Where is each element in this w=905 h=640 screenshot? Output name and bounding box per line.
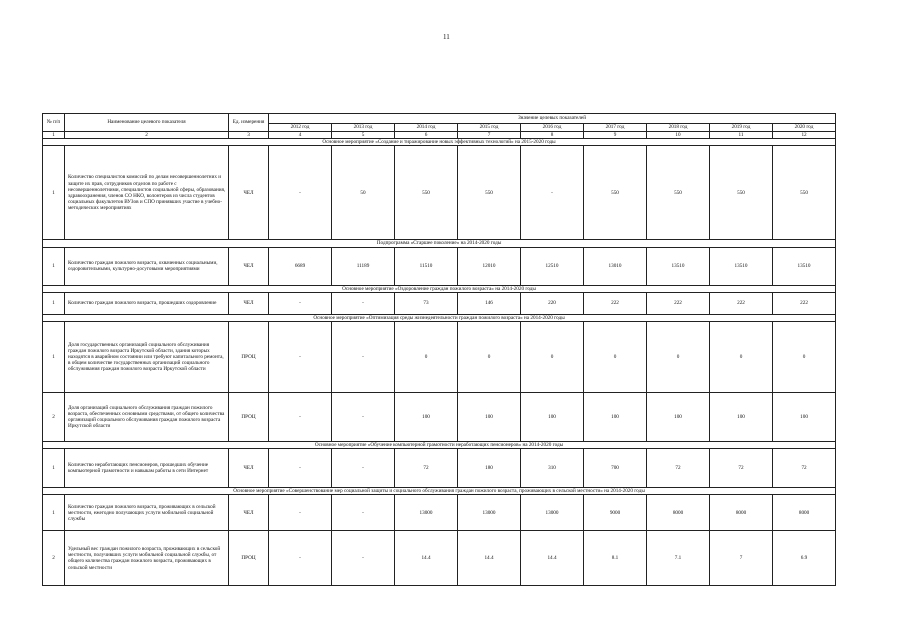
value-cell: 0 <box>521 322 584 393</box>
unit-cell: ЧЕЛ <box>229 449 269 488</box>
column-number: 3 <box>229 132 269 139</box>
column-number: 11 <box>710 132 773 139</box>
value-cell: 0 <box>395 322 458 393</box>
value-cell: - <box>269 146 332 240</box>
section-row <box>43 139 836 146</box>
column-number: 7 <box>458 132 521 139</box>
value-cell: 550 <box>584 146 647 240</box>
value-cell: - <box>332 393 395 442</box>
indicator-row <box>43 531 836 586</box>
value-cell: 146 <box>458 292 521 314</box>
column-number: 10 <box>647 132 710 139</box>
value-cell: 700 <box>584 449 647 488</box>
value-cell: 72 <box>773 449 836 488</box>
column-number: 1 <box>43 132 65 139</box>
value-cell: 550 <box>710 146 773 240</box>
row-number: 2 <box>43 531 65 586</box>
indicator-row <box>43 495 836 531</box>
value-cell: 180 <box>458 449 521 488</box>
section-title: Основное мероприятие «Оптимизация среды жизнедеятельности граждан пожилого возраста» на 2014-2020 годы <box>43 314 836 321</box>
value-cell: 14.4 <box>458 531 521 586</box>
indicator-name: Количество неработающих пенсионеров, прошедших обучение компьютерной грамотности и навыкам работы в сети Интернет <box>65 449 229 488</box>
value-cell: 100 <box>584 393 647 442</box>
value-cell: 72 <box>647 449 710 488</box>
value-cell: 6.9 <box>773 531 836 586</box>
indicator-row <box>43 247 836 285</box>
indicator-row <box>43 322 836 393</box>
value-cell: 50 <box>332 146 395 240</box>
value-cell: 13510 <box>773 247 836 285</box>
section-title: Подпрограмма «Старшее поколение» на 2014-2020 годы <box>43 240 836 247</box>
indicator-name: Удельный вес граждан пожилого возраста, проживающих в сельской местности, получивших услуги мобильной социальной службы, от общего количества граждан пожилого возраста, проживающих в сельской местности <box>65 531 229 586</box>
column-number: 6 <box>395 132 458 139</box>
col-values-header: Значение целевых показателей <box>269 114 836 124</box>
section-row <box>43 488 836 495</box>
value-cell: 72 <box>710 449 773 488</box>
value-cell: 7.1 <box>647 531 710 586</box>
value-cell: 7 <box>710 531 773 586</box>
value-cell: - <box>269 322 332 393</box>
column-number: 12 <box>773 132 836 139</box>
value-cell: 6689 <box>269 247 332 285</box>
value-cell: 13510 <box>710 247 773 285</box>
column-number: 9 <box>584 132 647 139</box>
section-title: Основное мероприятие «Обучение компьютерной грамотности неработающих пенсионеров» на 2014-2020 годы <box>43 442 836 449</box>
unit-cell: ЧЕЛ <box>229 292 269 314</box>
value-cell: 0 <box>773 322 836 393</box>
value-cell: 11189 <box>332 247 395 285</box>
section-row <box>43 442 836 449</box>
value-cell: - <box>332 292 395 314</box>
value-cell: 13000 <box>395 495 458 531</box>
value-cell: 100 <box>458 393 521 442</box>
col-unit-header: Ед. измерения <box>229 114 269 132</box>
indicator-name: Количество специалистов комиссий по делам несовершеннолетних и защите их прав, сотрудников отделов по работе с несовершеннолетними, специалистов социальной сферы, образования, здравоохранения, членов СО НКО, волонтеров из числа студентов социальных факультетов ВУЗов и СПО принявших участие в учебно-методических мероприятиях <box>65 146 229 240</box>
column-number-row <box>43 132 836 139</box>
row-number: 1 <box>43 247 65 285</box>
row-number: 1 <box>43 292 65 314</box>
value-cell: 550 <box>458 146 521 240</box>
row-number: 1 <box>43 495 65 531</box>
year-header: 2012 год <box>269 124 332 132</box>
value-cell: - <box>269 449 332 488</box>
value-cell: 0 <box>584 322 647 393</box>
value-cell: 222 <box>584 292 647 314</box>
unit-cell: ПРОЦ <box>229 393 269 442</box>
value-cell: - <box>332 495 395 531</box>
value-cell: - <box>521 146 584 240</box>
value-cell: - <box>332 449 395 488</box>
section-row <box>43 240 836 247</box>
indicator-row <box>43 393 836 442</box>
value-cell: 8.1 <box>584 531 647 586</box>
row-number: 1 <box>43 146 65 240</box>
value-cell: 14.4 <box>395 531 458 586</box>
value-cell: 13000 <box>458 495 521 531</box>
indicator-name: Количество граждан пожилого возраста, охваченных социальными, оздоровительными, культурно-досуговыми мероприятиями <box>65 247 229 285</box>
row-number: 1 <box>43 449 65 488</box>
indicator-row <box>43 292 836 314</box>
indicator-name: Количество граждан пожилого возраста, прошедших оздоровление <box>65 292 229 314</box>
value-cell: - <box>269 495 332 531</box>
value-cell: 12010 <box>458 247 521 285</box>
value-cell: - <box>332 531 395 586</box>
unit-cell: ПРОЦ <box>229 322 269 393</box>
value-cell: 100 <box>773 393 836 442</box>
section-row <box>43 285 836 292</box>
value-cell: - <box>332 322 395 393</box>
column-number: 2 <box>65 132 229 139</box>
value-cell: 0 <box>710 322 773 393</box>
value-cell: - <box>269 393 332 442</box>
unit-cell: ЧЕЛ <box>229 495 269 531</box>
value-cell: 8000 <box>773 495 836 531</box>
year-header: 2013 год <box>332 124 395 132</box>
section-title: Основное мероприятие «Создание и тиражирование новых эффективных технологий» на 2015-2020 годы <box>43 139 836 146</box>
year-header: 2020 год <box>773 124 836 132</box>
value-cell: 100 <box>647 393 710 442</box>
year-header: 2015 год <box>458 124 521 132</box>
row-number: 1 <box>43 322 65 393</box>
indicator-name: Доля государственных организаций социального обслуживания граждан пожилого возраста Иркутской области, здания которых находятся в аварийном состоянии или требуют капитального ремонта, в общем количестве государственных организаций социального обслуживания граждан пожилого возраста Иркутской области <box>65 322 229 393</box>
value-cell: 550 <box>395 146 458 240</box>
value-cell: - <box>269 531 332 586</box>
section-title: Основное мероприятие «Совершенствование мер социальной защиты и социального обслуживания граждан пожилого возраста, проживающих в сельской местности» на 2014-2020 годы <box>43 488 836 495</box>
section-title: Основное мероприятие «Оздоровление граждан пожилого возраста» на 2014-2020 годы <box>43 285 836 292</box>
value-cell: 8000 <box>647 495 710 531</box>
header-row <box>43 114 836 124</box>
year-header: 2018 год <box>647 124 710 132</box>
value-cell: 14.4 <box>521 531 584 586</box>
value-cell: 13010 <box>584 247 647 285</box>
year-header: 2014 год <box>395 124 458 132</box>
value-cell: 11510 <box>395 247 458 285</box>
value-cell: - <box>269 292 332 314</box>
col-name-header: Наименование целевого показателя <box>65 114 229 132</box>
row-number: 2 <box>43 393 65 442</box>
value-cell: 222 <box>710 292 773 314</box>
page-number: 11 <box>443 33 450 41</box>
value-cell: 100 <box>521 393 584 442</box>
value-cell: 0 <box>647 322 710 393</box>
year-header: 2017 год <box>584 124 647 132</box>
value-cell: 310 <box>521 449 584 488</box>
value-cell: 220 <box>521 292 584 314</box>
unit-cell: ЧЕЛ <box>229 247 269 285</box>
col-num-header: № п/п <box>43 114 65 132</box>
year-header: 2016 год <box>521 124 584 132</box>
column-number: 5 <box>332 132 395 139</box>
value-cell: 550 <box>647 146 710 240</box>
value-cell: 12510 <box>521 247 584 285</box>
value-cell: 222 <box>773 292 836 314</box>
year-header: 2019 год <box>710 124 773 132</box>
indicator-row <box>43 146 836 240</box>
value-cell: 13510 <box>647 247 710 285</box>
column-number: 4 <box>269 132 332 139</box>
target-indicators-table <box>42 113 836 586</box>
value-cell: 550 <box>773 146 836 240</box>
unit-cell: ЧЕЛ <box>229 146 269 240</box>
value-cell: 8000 <box>710 495 773 531</box>
value-cell: 13000 <box>521 495 584 531</box>
section-row <box>43 314 836 321</box>
value-cell: 72 <box>395 449 458 488</box>
value-cell: 0 <box>458 322 521 393</box>
value-cell: 100 <box>395 393 458 442</box>
value-cell: 100 <box>710 393 773 442</box>
value-cell: 222 <box>647 292 710 314</box>
value-cell: 9000 <box>584 495 647 531</box>
column-number: 8 <box>521 132 584 139</box>
value-cell: 73 <box>395 292 458 314</box>
unit-cell: ПРОЦ <box>229 531 269 586</box>
indicator-name: Количество граждан пожилого возраста, проживающих в сельской местности, ежегодно получающих услуги мобильной социальной службы <box>65 495 229 531</box>
indicator-row <box>43 449 836 488</box>
indicator-name: Доля организаций социального обслуживания граждан пожилого возраста, обеспеченных основными средствами, от общего количества организаций социального обслуживания граждан пожилого возраста Иркутской области <box>65 393 229 442</box>
